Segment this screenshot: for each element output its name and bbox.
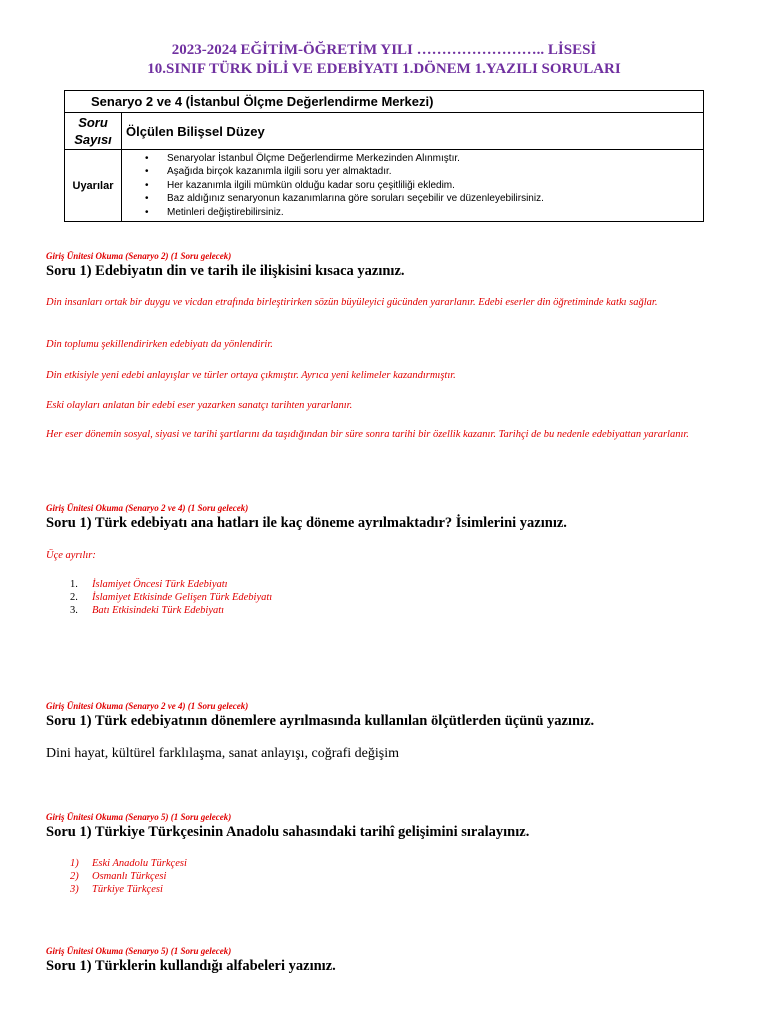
uyari-item: • Her kazanımla ilgili mümkün olduğu kadar soru çeşitliliği ekledim. [167,179,703,192]
question-4-section [46,812,726,841]
question-tag: Giriş Ünitesi Okuma (Senaryo 5) (1 Soru gelecek) [46,812,232,822]
list-number: 3. [70,605,78,616]
list-text: İslamiyet Etkisinde Gelişen Türk Edebiyatı [92,592,273,603]
uyari-item: • Aşağıda birçok kazanımla ilgili soru yer almaktadır. [167,165,703,178]
list-number: 2) [70,871,79,882]
list-number: 2. [70,592,78,603]
list-item [46,883,726,896]
list-item [46,604,726,617]
question-text: Soru 1) Türk edebiyatının dönemlere ayrılmasında kullanılan ölçütlerden üçünü yazınız. [46,713,595,729]
question-3-section [46,701,726,730]
list-item [46,857,726,870]
soru-sayisi-line2: Sayısı [74,132,112,147]
list-number: 1. [70,579,78,590]
answer-paragraph: Din etkisiyle yeni edebi anlayışlar ve türler ortaya çıkmıştır. Ayrıca yeni kelimeler kazandırmıştır. [46,370,456,381]
question-5-section [46,946,726,975]
list-text: Eski Anadolu Türkçesi [92,858,187,869]
soru-sayisi-label [65,113,122,150]
uyarilar-list-cell [122,150,704,222]
answer-paragraph: Din toplumu şekillendirirken edebiyatı da yönlendirir. [46,339,273,350]
question-text: Soru 1) Türkiye Türkçesinin Anadolu sahasındaki tarihî gelişimini sıralayınız. [46,824,530,840]
answer-list-section [46,857,726,896]
document-subtitle: 10.SINIF TÜRK DİLİ VE EDEBİYATI 1.DÖNEM 1.YAZILI SORULARI [147,61,621,77]
list-text: Türkiye Türkçesi [92,884,163,895]
list-item [46,591,726,604]
question-tag: Giriş Ünitesi Okuma (Senaryo 2 ve 4) (1 Soru gelecek) [46,503,249,513]
question-1-section [46,251,726,280]
question-text: Soru 1) Türk edebiyatı ana hatları ile kaç döneme ayrılmaktadır? İsimlerini yazınız. [46,515,567,531]
answer-list-section [46,578,726,617]
olculen-bilissel-duzey: Ölçülen Bilişsel Düzey [122,113,704,150]
scenario-table [64,90,704,222]
list-text: Osmanlı Türkçesi [92,871,167,882]
list-item [46,870,726,883]
document-title: 2023-2024 EĞİTİM-ÖĞRETİM YILI …………………….. LİSESİ [171,42,597,58]
question-tag: Giriş Ünitesi Okuma (Senaryo 5) (1 Soru gelecek) [46,946,232,956]
list-item [46,578,726,591]
uyarilar-list [122,152,703,219]
answer-paragraph: Her eser dönemin sosyal, siyasi ve tarihi şartlarını da taşıdığından bir süre sonra tarihi bir özellik kazanır. Tarihçi de bu nedenle edebiyattan yararlanır. [46,429,689,440]
answer-list [46,857,726,896]
scenario-table-title: Senaryo 2 ve 4 (İstanbul Ölçme Değerlendirme Merkezi) [65,91,704,113]
question-tag: Giriş Ünitesi Okuma (Senaryo 2) (1 Soru gelecek) [46,251,232,261]
answer-paragraph: Eski olayları anlatan bir edebi eser yazarken sanatçı tarihten yararlanır. [46,400,353,411]
uyarilar-label: Uyarılar [65,150,122,222]
question-text: Soru 1) Türklerin kullandığı alfabeleri yazınız. [46,958,336,974]
question-tag: Giriş Ünitesi Okuma (Senaryo 2 ve 4) (1 Soru gelecek) [46,701,249,711]
uyari-item: • Senaryolar İstanbul Ölçme Değerlendirme Merkezinden Alınmıştır. [167,152,703,165]
question-2-section [46,503,726,532]
uyari-item: • Metinleri değiştirebilirsiniz. [167,206,703,219]
list-number: 3) [70,884,79,895]
list-text: İslamiyet Öncesi Türk Edebiyatı [92,579,228,590]
soru-sayisi-line1: Soru [78,115,108,130]
answer-paragraph: Din insanları ortak bir duygu ve vicdan etrafında birleştirirken sözün büyüleyici gücünden yararlanır. Edebi eserler din öğretiminde katkı sağlar. [46,297,658,308]
list-number: 1) [70,858,79,869]
question-text: Soru 1) Edebiyatın din ve tarih ile ilişkisini kısaca yazınız. [46,263,405,279]
answer-intro: Üçe ayrılır: [46,550,96,561]
answer-list [46,578,726,617]
answer-text: Dini hayat, kültürel farklılaşma, sanat anlayışı, coğrafi değişim [46,746,400,761]
list-text: Batı Etkisindeki Türk Edebiyatı [92,605,225,616]
uyari-item: • Baz aldığınız senaryonun kazanımlarına göre soruları seçebilir ve düzenleyebilirsiniz. [167,192,703,205]
